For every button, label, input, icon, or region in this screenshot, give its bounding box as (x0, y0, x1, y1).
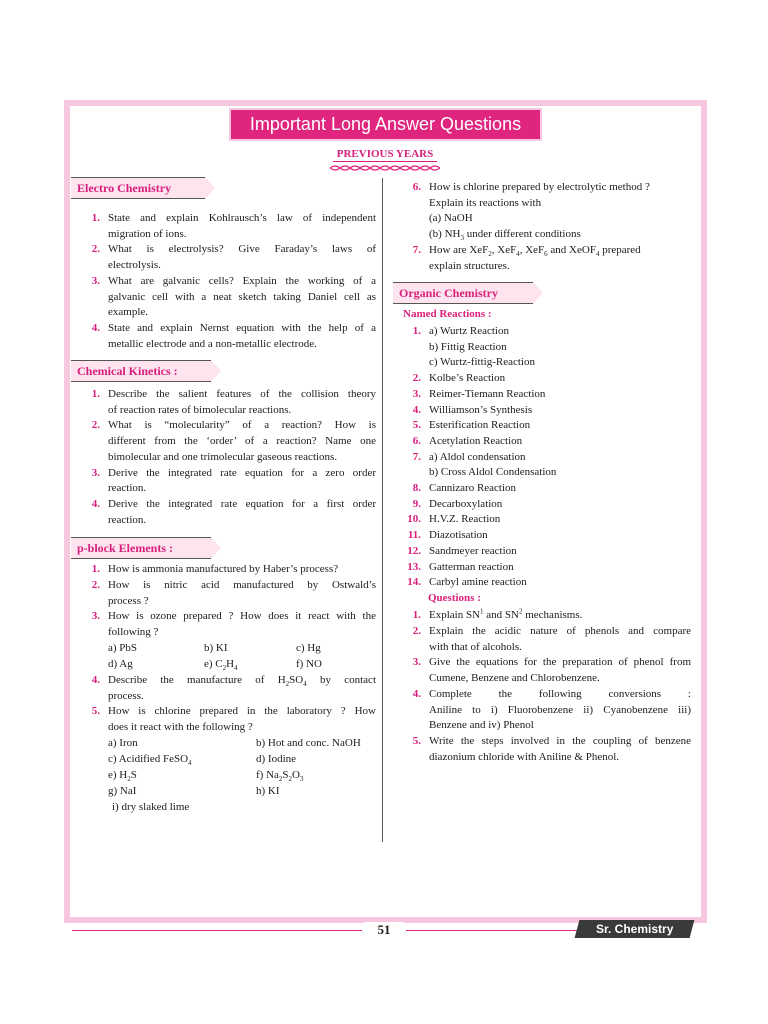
heading-arrow-tip (211, 537, 221, 559)
line: Cumene, Benzene and Chlorobenzene. (429, 672, 600, 685)
oq1-post: mechanisms. (522, 609, 583, 621)
line: galvanic cell with a neat sketch taking Daniel cell as (108, 290, 376, 303)
subtitle-underline (333, 161, 437, 162)
question-number: 1. (91, 212, 100, 224)
subscript: 3 (460, 234, 464, 243)
option-e-text: e) C (204, 658, 223, 670)
line (108, 673, 376, 689)
q4-mid: SO (289, 674, 304, 686)
line: What are galvanic cells? Explain the working of a (108, 274, 376, 287)
option-e (204, 657, 238, 673)
line: What is electrolysis? Give Faraday’s laws of (108, 243, 376, 256)
question-number: 1. (91, 388, 100, 400)
question-text (429, 608, 691, 624)
line: electrolysis. (108, 259, 161, 272)
reaction-number: 2. (412, 372, 421, 385)
line: What is “molecularity” of a reaction? How is (108, 419, 376, 432)
option-a: a) PbS (108, 642, 138, 654)
reaction-name: Sandmeyer reaction (429, 544, 517, 557)
reaction-name: Decarboxylation (429, 497, 503, 510)
question-text (108, 211, 376, 242)
heading-arrow-tip (533, 282, 543, 304)
question-text (429, 655, 691, 686)
option-e-post: S (130, 769, 137, 781)
subscript: 6 (544, 250, 548, 259)
line: following ? (108, 625, 159, 638)
question-text (108, 242, 376, 273)
q7-end: prepared (599, 244, 641, 256)
reaction-number: 7. (412, 450, 421, 463)
option-d: d) Iodine (256, 753, 297, 765)
option-b: b) KI (204, 642, 228, 654)
option-c: c) Hg (296, 642, 321, 654)
line: How is chlorine prepared by electrolytic method ? (429, 181, 650, 193)
superscript: 2 (518, 607, 523, 616)
question-text (429, 180, 691, 243)
subscript: 2 (127, 775, 131, 784)
line: example. (108, 306, 149, 319)
heading-arrow-tip (205, 177, 215, 199)
question-number: 3. (412, 656, 421, 669)
named-reactions-label: Named Reactions : (403, 308, 492, 320)
option-f: f) NO (296, 658, 322, 670)
option-c-text: c) Acidified FeSO (108, 753, 189, 765)
subscript: 2 (222, 664, 227, 673)
reaction-name: b) Fittig Reaction (429, 340, 507, 353)
question-number: 1. (91, 563, 100, 575)
line: explain structures. (429, 259, 510, 272)
reaction-name: Kolbe’s Reaction (429, 372, 506, 385)
line: reaction. (108, 513, 147, 526)
section-heading-text: Organic Chemistry (399, 286, 498, 300)
question-text (429, 243, 691, 274)
question-text (108, 274, 376, 321)
line: reaction. (108, 482, 147, 495)
question-number: 3. (91, 274, 100, 287)
subscript: 4 (234, 664, 238, 673)
question-number: 2. (91, 243, 100, 256)
subscript: 2 (488, 250, 492, 259)
option-f-mid: S (282, 769, 289, 781)
question-text (108, 466, 376, 497)
reaction-name: Gatterman reaction (429, 560, 514, 573)
option-d: d) Ag (108, 658, 133, 670)
line: How is chlorine prepared in the laboratory ? How (108, 705, 376, 717)
question-number: 4. (412, 687, 421, 700)
line: Give the equations for the preparation of phenol from (429, 656, 691, 669)
subscript: 4 (303, 680, 307, 689)
subject-tag (575, 920, 695, 938)
question-number: 7. (412, 244, 421, 256)
section-heading-chemical-kinetics (71, 360, 211, 382)
line: Explain the acidic nature of phenols and compare (429, 625, 691, 637)
q7-post: and XeOF (547, 244, 596, 256)
option-f-text: f) Na (256, 769, 279, 781)
questions-label: Questions : (428, 592, 481, 604)
reaction-name: Diazotisation (429, 529, 488, 542)
subscript: 3 (299, 775, 304, 784)
page-number: 51 (364, 922, 404, 938)
line (429, 227, 691, 243)
line: Describe the salient features of the collision theory (108, 388, 376, 400)
line: How is ozone prepared ? How does it react with the (108, 610, 376, 622)
question-number: 2. (412, 625, 421, 637)
q7-m2: , XeF (519, 244, 545, 256)
section-heading-text: p-block Elements : (77, 541, 173, 555)
question-number: 6. (412, 181, 421, 193)
reaction-name: Cannizaro Reaction (429, 482, 517, 494)
heading-arrow-tip (211, 360, 221, 382)
question-text: How is ammonia manufactured by Haber’s process? (108, 563, 339, 575)
reaction-name: c) Wurtz-fittig-Reaction (429, 356, 535, 369)
q6-b-pre: (b) NH (429, 228, 461, 241)
line: Derive the integrated rate equation for a zero order (108, 466, 376, 479)
reaction-name: Williamson’s Synthesis (429, 403, 533, 416)
q4-post: by contact (306, 674, 376, 686)
oq1-pre: Explain SN (429, 609, 481, 621)
reaction-number: 14. (407, 576, 421, 589)
section-heading-text: Chemical Kinetics : (77, 364, 178, 378)
section-heading-text: Electro Chemistry (77, 181, 172, 195)
line: process ? (108, 594, 149, 607)
question-number: 5. (91, 705, 100, 717)
question-text (108, 418, 376, 465)
section-heading-electro-chemistry (71, 177, 205, 199)
question-text (108, 609, 376, 640)
line: with that of alcohols. (429, 640, 522, 653)
line: metallic electrode and a non-metallic electrode. (108, 337, 317, 350)
reaction-number: 10. (407, 513, 421, 526)
line: How is nitric acid manufactured by Ostwald’s (108, 579, 376, 591)
reaction-number: 4. (412, 403, 421, 416)
line: does it react with the following ? (108, 720, 253, 733)
question-number: 4. (91, 674, 100, 686)
page-title: Important Long Answer Questions (229, 108, 542, 141)
option-f-post: O (292, 769, 300, 781)
option-i: i) dry slaked lime (112, 801, 190, 813)
q6-b-post: under different conditions (463, 228, 581, 241)
question-text (108, 321, 376, 352)
reaction-name: a) Wurtz Reaction (429, 325, 509, 337)
reaction-name: Reimer-Tiemann Reaction (429, 387, 546, 400)
reaction-number: 8. (412, 482, 421, 494)
question-number: 4. (91, 497, 100, 510)
question-text (108, 497, 376, 528)
subtitle-text: PREVIOUS YEARS (336, 148, 434, 160)
option-a: a) Iron (108, 737, 138, 749)
footer-rule-left (72, 930, 362, 931)
line: Complete the following conversions : (429, 687, 691, 700)
reaction-name: Esterification Reaction (429, 419, 531, 432)
reaction-number: 3. (412, 387, 421, 400)
subtitle (320, 148, 450, 162)
column-divider (382, 178, 383, 842)
footer-rule-right (406, 930, 578, 931)
line: Benzene and iv) Phenol (429, 719, 534, 732)
line: State and explain Nernst equation with the help of a (108, 321, 376, 334)
question-number: 4. (91, 321, 100, 334)
reaction-number: 1. (412, 325, 421, 337)
option-e (108, 768, 137, 784)
option-e-text-2: H (226, 658, 235, 670)
reaction-number: 9. (412, 497, 421, 510)
line: process. (108, 689, 144, 702)
question-text (429, 687, 691, 734)
q7-m1: , XeF (491, 244, 517, 256)
line: Write the steps involved in the coupling of benzene (429, 734, 691, 747)
subscript: 4 (595, 250, 600, 259)
option-g: g) NaI (108, 785, 137, 797)
line: diazonium chloride with Aniline & Phenol. (429, 750, 620, 763)
subject-tag-text: Sr. Chemistry (595, 922, 674, 936)
question-number: 1. (412, 609, 421, 621)
line: of reaction rates of bimolecular reactions. (108, 403, 292, 416)
question-text (108, 704, 376, 735)
subscript: 4 (188, 759, 192, 768)
subscript: 2 (278, 775, 283, 784)
reaction-name: a) Aldol condensation (429, 450, 526, 463)
line: different from the ‘order’ of a reaction? Name one (108, 435, 376, 448)
option-e-text: e) H (108, 769, 128, 781)
q4-pre: Describe the manufacture of H (108, 674, 286, 686)
option-h: h) KI (256, 785, 280, 797)
reaction-name: H.V.Z. Reaction (429, 513, 501, 526)
question-number: 3. (91, 466, 100, 479)
subscript: 4 (516, 250, 520, 259)
section-heading-p-block (71, 537, 211, 559)
oq1-mid: and SN (483, 609, 519, 621)
line: State and explain Kohlrausch’s law of independent (108, 212, 376, 224)
reaction-number: 11. (407, 529, 421, 542)
reaction-name: Carbyl amine reaction (429, 576, 527, 589)
subscript: 2 (288, 775, 293, 784)
reaction-number: 6. (412, 434, 421, 447)
line: bimolecular and one trimolecular gaseous reactions. (108, 450, 338, 463)
q7-pre: How are XeF (429, 244, 489, 256)
reaction-name: Acetylation Reaction (429, 434, 523, 447)
question-number: 5. (412, 734, 421, 747)
line: (a) NaOH (429, 212, 473, 225)
reaction-name: b) Cross Aldol Condensation (429, 466, 557, 479)
line: Aniline to i) Fluorobenzene ii) Cyanobenzene iii) (429, 703, 691, 716)
reaction-number: 13. (407, 560, 421, 573)
reaction-number: 12. (407, 544, 421, 557)
question-number: 2. (91, 579, 100, 591)
subscript: 2 (285, 680, 290, 689)
question-text (108, 387, 376, 418)
line: Derive the integrated rate equation for a first order (108, 497, 376, 510)
line: migration of ions. (108, 227, 187, 240)
superscript: 1 (480, 607, 484, 616)
line (429, 243, 691, 259)
reaction-number: 5. (412, 419, 421, 432)
question-text (429, 624, 691, 655)
ornament-divider (330, 164, 440, 172)
question-number: 3. (91, 610, 100, 622)
line: Explain its reactions with (429, 196, 542, 209)
section-heading-organic-chemistry (393, 282, 533, 304)
question-text (429, 734, 691, 765)
question-number: 2. (91, 419, 100, 432)
option-c (108, 752, 192, 768)
question-text (108, 578, 376, 609)
option-b: b) Hot and conc. NaOH (256, 737, 361, 749)
question-text (108, 673, 376, 704)
option-f (256, 768, 303, 784)
